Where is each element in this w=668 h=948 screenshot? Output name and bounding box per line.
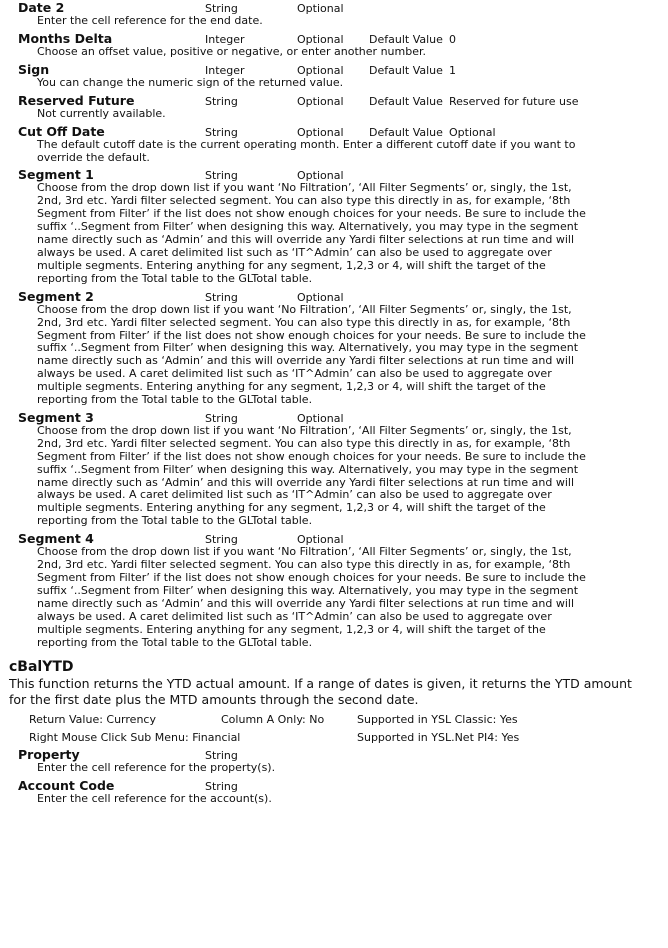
parameter-name: Date 2 <box>18 0 65 15</box>
parameter-name: Segment 4 <box>18 531 94 547</box>
parameter-description: Choose an offset value, positive or negative, or enter another number. <box>37 44 426 58</box>
parameter-header <box>18 0 668 15</box>
parameter-status: Optional <box>297 169 344 183</box>
parameter-header <box>18 289 668 304</box>
function-meta-row-2 <box>29 729 668 747</box>
parameter-description: Not currently available. <box>37 106 166 120</box>
right-click-menu: Right Mouse Click Sub Menu: Financial <box>29 731 241 745</box>
parameter-entry <box>18 93 668 124</box>
parameter-type: String <box>205 533 238 547</box>
parameter-name: Account Code <box>18 778 115 794</box>
parameter-name: Segment 1 <box>18 167 94 183</box>
parameter-description: Enter the cell reference for the account(s). <box>37 792 272 806</box>
parameter-description: Choose from the drop down list if you want ‘No Filtration’, ‘All Filter Segments’ or, singly, the 1st, 2nd, 3rd etc. Yardi filter selected segment. You can also type this directly in as, for example, ‘8th Segment from Filter’ if the list does not show enough choices for your needs. Be sure to include the suffix ‘..Segment from Filter’ when designing this way. Alternatively, you may type in the segment name directly such as ‘Admin’ and this will override any Yardi filter selections at run time and will always be used. A caret delimited list such as ‘IT^Admin’ can also be used to aggregate over multiple segments. Entering anything for any segment, 1,2,3 or 4, will shift the target of the reporting from the Total table to the GLTotal table. <box>37 302 586 407</box>
parameter-entry <box>18 531 668 652</box>
supported-net: Supported in YSL.Net PI4: Yes <box>357 731 520 745</box>
parameter-header <box>18 747 668 762</box>
parameter-name: Sign <box>18 61 50 77</box>
parameter-description: Choose from the drop down list if you want ‘No Filtration’, ‘All Filter Segments’ or, singly, the 1st, 2nd, 3rd etc. Yardi filter selected segment. You can also type this directly in as, for example, ‘8th Segment from Filter’ if the list does not show enough choices for your needs. Be sure to include the suffix ‘..Segment from Filter’ when designing this way. Alternatively, you may type in the segment name directly such as ‘Admin’ and this will override any Yardi filter selections at run time and will always be used. A caret delimited list such as ‘IT^Admin’ can also be used to aggregate over multiple segments. Entering anything for any segment, 1,2,3 or 4, will shift the target of the reporting from the Total table to the GLTotal table. <box>37 545 586 649</box>
parameter-description: Choose from the drop down list if you want ‘No Filtration’, ‘All Filter Segments’ or, singly, the 1st, 2nd, 3rd etc. Yardi filter selected segment. You can also type this directly in as, for example, ‘8th Segment from Filter’ if the list does not show enough choices for your needs. Be sure to include the suffix ‘..Segment from Filter’ when designing this way. Alternatively, you may type in the segment name directly such as ‘Admin’ and this will override any Yardi filter selections at run time and will always be used. A caret delimited list such as ‘IT^Admin’ can also be used to aggregate over multiple segments. Entering anything for any segment, 1,2,3 or 4, will shift the target of the reporting from the Total table to the GLTotal table. <box>37 181 586 285</box>
parameter-default-label: Default Value <box>369 125 443 139</box>
parameter-type: String <box>205 290 238 304</box>
parameter-status: Optional <box>297 63 344 77</box>
parameter-description: The default cutoff date is the current operating month. Enter a different cutoff date if you want to override the default. <box>37 137 576 164</box>
parameter-default-value: Reserved for future use <box>449 94 579 108</box>
function-description: This function returns the YTD actual amount. If a range of dates is given, it returns the YTD amount for the first date plus the MTD amounts through the second date. <box>9 676 632 707</box>
function-parameter-list <box>0 747 668 809</box>
parameter-default-value: 1 <box>449 63 456 77</box>
function-section <box>0 658 668 809</box>
parameter-status: Optional <box>297 2 344 15</box>
parameter-header <box>18 31 668 46</box>
parameter-type: String <box>205 169 238 183</box>
parameter-name: Months Delta <box>18 30 113 46</box>
parameter-status: Optional <box>297 290 344 304</box>
parameter-header <box>18 410 668 425</box>
parameter-status: Optional <box>297 94 344 108</box>
parameter-name: Property <box>18 747 80 763</box>
return-value: Return Value: Currency <box>29 713 156 727</box>
parameter-name: Cut Off Date <box>18 123 105 139</box>
parameter-type: String <box>205 2 238 15</box>
parameter-description: You can change the numeric sign of the returned value. <box>37 75 344 89</box>
parameter-header <box>18 778 668 793</box>
parameter-entry <box>18 289 668 410</box>
parameter-header <box>18 124 668 139</box>
supported-classic: Supported in YSL Classic: Yes <box>357 713 518 727</box>
parameter-type: String <box>205 125 238 139</box>
parameter-header <box>18 531 668 546</box>
parameter-entry <box>18 410 668 531</box>
parameter-status: Optional <box>297 411 344 425</box>
parameter-name: Segment 2 <box>18 288 94 304</box>
parameter-entry <box>18 124 668 168</box>
parameter-default-value: Optional <box>449 125 496 139</box>
parameter-header <box>18 93 668 108</box>
parameter-type: String <box>205 411 238 425</box>
parameter-name: Reserved Future <box>18 92 135 108</box>
parameter-header <box>18 167 668 182</box>
parameter-description: Choose from the drop down list if you want ‘No Filtration’, ‘All Filter Segments’ or, singly, the 1st, 2nd, 3rd etc. Yardi filter selected segment. You can also type this directly in as, for example, ‘8th Segment from Filter’ if the list does not show enough choices for your needs. Be sure to include the suffix ‘..Segment from Filter’ when designing this way. Alternatively, you may type in the segment name directly such as ‘Admin’ and this will override any Yardi filter selections at run time and will always be used. A caret delimited list such as ‘IT^Admin’ can also be used to aggregate over multiple segments. Entering anything for any segment, 1,2,3 or 4, will shift the target of the reporting from the Total table to the GLTotal table. <box>37 423 586 528</box>
parameter-default-label: Default Value <box>369 63 443 77</box>
parameter-entry <box>18 62 668 93</box>
parameter-entry <box>18 0 668 31</box>
parameter-status: Optional <box>297 533 344 547</box>
parameter-default-label: Default Value <box>369 94 443 108</box>
function-meta-row-1 <box>29 711 668 729</box>
parameter-entry <box>18 778 668 809</box>
parameter-type: Integer <box>205 32 245 46</box>
column-a-only: Column A Only: No <box>221 713 325 727</box>
parameter-description: Enter the cell reference for the property(s). <box>37 761 276 775</box>
function-title: cBalYTD <box>9 659 74 676</box>
parameter-entry <box>18 747 668 778</box>
parameter-entry <box>18 167 668 288</box>
parameter-status: Optional <box>297 32 344 46</box>
parameter-name: Segment 3 <box>18 409 94 425</box>
parameter-type: String <box>205 749 238 763</box>
parameter-type: String <box>205 94 238 108</box>
parameter-default-label: Default Value <box>369 32 443 46</box>
parameter-description: Enter the cell reference for the end date. <box>37 14 263 27</box>
parameter-header <box>18 62 668 77</box>
parameter-type: Integer <box>205 63 245 77</box>
parameter-default-value: 0 <box>449 32 456 46</box>
parameter-entry <box>18 31 668 62</box>
parameter-status: Optional <box>297 125 344 139</box>
parameter-type: String <box>205 780 238 794</box>
